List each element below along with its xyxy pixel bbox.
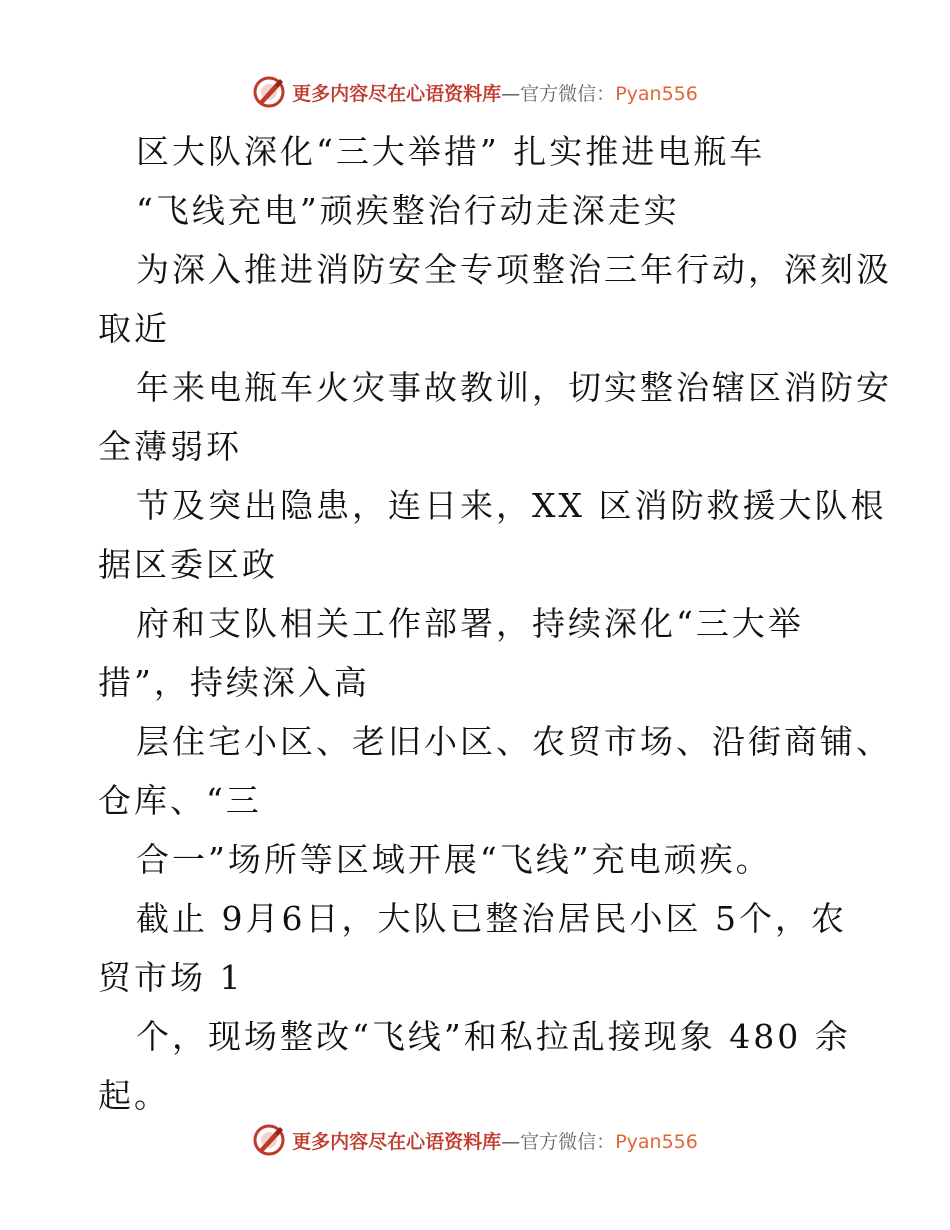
footer-brand: 更多内容尽在心语资料库 — [292, 1130, 502, 1153]
paragraph-line: 节及突出隐患，连日来，XX 区消防救援大队根 — [136, 486, 887, 525]
paragraph-line: 贸市场 1 — [98, 958, 244, 997]
footer-dash: — — [501, 1130, 521, 1153]
pen-circle-logo-icon — [252, 1123, 286, 1157]
paragraph-line: 合一”场所等区域开展“飞线”充电顽疾。 — [136, 840, 772, 879]
pen-circle-logo-icon — [252, 75, 286, 109]
document-body — [98, 122, 892, 1125]
paragraph-line: 个，现场整改“飞线”和私拉乱接现象 480 余 — [136, 1017, 851, 1056]
header-dash: — — [501, 82, 521, 105]
paragraph-line: 据区委区政 — [98, 545, 278, 584]
footer-wechat-label: 官方微信： — [520, 1130, 616, 1153]
paragraph-line: 年来电瓶车火灾事故教训，切实整治辖区消防安 — [136, 368, 892, 407]
footer-text — [292, 1127, 698, 1154]
paragraph-line: 为深入推进消防安全专项整治三年行动，深刻汲 — [136, 250, 892, 289]
header-banner — [0, 70, 950, 114]
header-wechat-label: 官方微信： — [520, 82, 616, 105]
paragraph-line: 层住宅小区、老旧小区、农贸市场、沿街商铺、 — [136, 722, 892, 761]
footer-banner — [0, 1118, 950, 1162]
header-wechat-id: Pyan556 — [615, 82, 698, 105]
header-text — [292, 79, 698, 106]
document-title-line-2: “飞线充电”顽疾整治行动走深走实 — [136, 191, 680, 230]
paragraph-line: 措”，持续深入高 — [98, 663, 370, 702]
paragraph-line: 起。 — [98, 1076, 170, 1115]
paragraph-line: 截止 9月6日，大队已整治居民小区 5个，农 — [136, 899, 847, 938]
document-title-line-1: 区大队深化“三大举措” 扎实推进电瓶车 — [136, 132, 766, 171]
paragraph-line: 全薄弱环 — [98, 427, 242, 466]
paragraph-line: 取近 — [98, 309, 170, 348]
header-brand: 更多内容尽在心语资料库 — [292, 82, 502, 105]
paragraph-line: 仓库、“三 — [98, 781, 262, 820]
paragraph-line: 府和支队相关工作部署，持续深化“三大举 — [136, 604, 804, 643]
footer-wechat-id: Pyan556 — [615, 1130, 698, 1153]
